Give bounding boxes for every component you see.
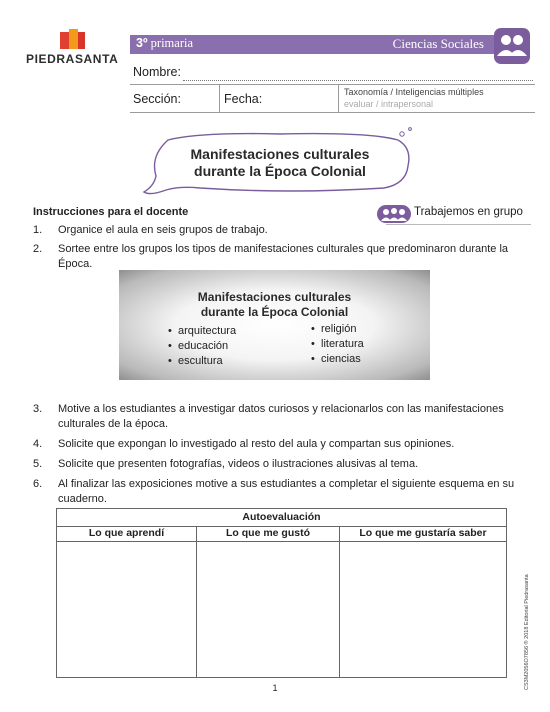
table-col-header: Lo que me gustaría saber	[340, 526, 506, 542]
date-label: Fecha:	[224, 92, 263, 106]
page-number: 1	[272, 683, 278, 693]
instruction-text: Motive a los estudiantes a investigar datos curiosos y relacionarlos con las manifestaciones	[58, 403, 504, 415]
cell-liked[interactable]	[197, 542, 339, 677]
section-label: Sección:	[133, 92, 181, 106]
instruction-text: Al finalizar las exposiciones motive a sus estudiantes a completar el siguiente esquema en su	[58, 478, 515, 490]
instruction-number: 1.	[33, 224, 43, 236]
header-rule-1	[130, 84, 535, 85]
board-item-text: escultura	[178, 355, 223, 367]
teamwork-icon	[377, 205, 411, 223]
instruction-text: cuaderno.	[58, 493, 107, 505]
divider-2	[338, 85, 339, 112]
cell-want-to-know[interactable]	[340, 542, 506, 677]
bullet-icon: •	[311, 323, 315, 335]
cell-learned[interactable]	[57, 542, 196, 677]
board-list-item	[168, 340, 228, 352]
table-title: Autoevaluación	[57, 509, 506, 527]
subject-label: Ciencias Sociales	[392, 36, 484, 51]
header-rule-2	[130, 112, 535, 113]
bullet-icon: •	[168, 355, 172, 367]
board-item-text: educación	[178, 340, 229, 352]
side-code	[522, 560, 532, 700]
table-col-header: Lo que me gustó	[197, 526, 339, 542]
self-assessment-table	[56, 508, 507, 678]
title-line-1: Manifestaciones culturales	[190, 146, 370, 162]
taxonomy-label: Taxonomía / Inteligencias múltiples	[344, 87, 484, 97]
page-title	[150, 146, 410, 180]
instruction-number: 4.	[33, 438, 43, 450]
board-list-item	[311, 353, 361, 365]
board-item-text: literatura	[321, 338, 364, 350]
instruction-text: Solicite que expongan lo investigado al resto del aula y compartan sus opiniones.	[58, 438, 455, 450]
board-list-item	[311, 338, 364, 350]
group-badge	[494, 28, 530, 64]
board-title-line-2: durante la Época Colonial	[200, 305, 349, 319]
divider-1	[219, 85, 220, 112]
teamwork-label: Trabajemos en grupo	[414, 206, 523, 218]
board-list-item	[168, 355, 223, 367]
grade-label	[136, 36, 193, 51]
board-list-item	[168, 325, 236, 337]
title-line-2: durante la Época Colonial	[194, 163, 366, 179]
bullet-icon: •	[168, 325, 172, 337]
instruction-item	[33, 457, 523, 472]
books-logo-icon	[60, 28, 86, 50]
instruction-text: Organice el aula en seis grupos de trabajo.	[58, 224, 268, 236]
name-line[interactable]	[183, 80, 533, 81]
logo-text: PIEDRASANTA	[26, 52, 119, 66]
instruction-text: Época.	[58, 258, 93, 270]
bullet-icon: •	[311, 353, 315, 365]
name-label: Nombre:	[133, 65, 181, 79]
instruction-item	[33, 242, 523, 272]
grade-word: primaria	[150, 36, 193, 50]
bullet-icon: •	[168, 340, 172, 352]
instruction-item	[33, 437, 523, 452]
instruction-item	[33, 477, 523, 507]
instruction-text: culturales de la época.	[58, 418, 169, 430]
board-item-text: ciencias	[321, 353, 361, 365]
instruction-number: 6.	[33, 478, 43, 490]
side-code-text: CS3M2056O7856 ® 2018 Editorial Piedrasanta	[524, 574, 530, 690]
taxonomy-value: evaluar / intrapersonal	[344, 99, 434, 109]
instruction-item	[33, 223, 523, 238]
grade-number: 3º	[136, 36, 148, 50]
board-list-item	[311, 323, 356, 335]
board-item-text: arquitectura	[178, 325, 237, 337]
bullet-icon: •	[311, 338, 315, 350]
instruction-text: Sortee entre los grupos los tipos de manifestaciones culturales que predominaron durante la	[58, 243, 509, 255]
instruction-number: 3.	[33, 403, 43, 415]
instruction-text: Solicite que presenten fotografías, videos o ilustraciones alusivas al tema.	[58, 458, 419, 470]
instructions-heading: Instrucciones para el docente	[33, 206, 189, 218]
topics-board	[119, 270, 430, 380]
board-title-line-1: Manifestaciones culturales	[197, 290, 352, 304]
board-item-text: religión	[321, 323, 357, 335]
instruction-number: 5.	[33, 458, 43, 470]
table-col-header: Lo que aprendí	[57, 526, 196, 542]
instruction-number: 2.	[33, 243, 43, 255]
publisher-logo	[26, 28, 118, 68]
board-title	[119, 290, 430, 320]
group-icon	[494, 28, 530, 64]
instruction-item	[33, 402, 523, 432]
